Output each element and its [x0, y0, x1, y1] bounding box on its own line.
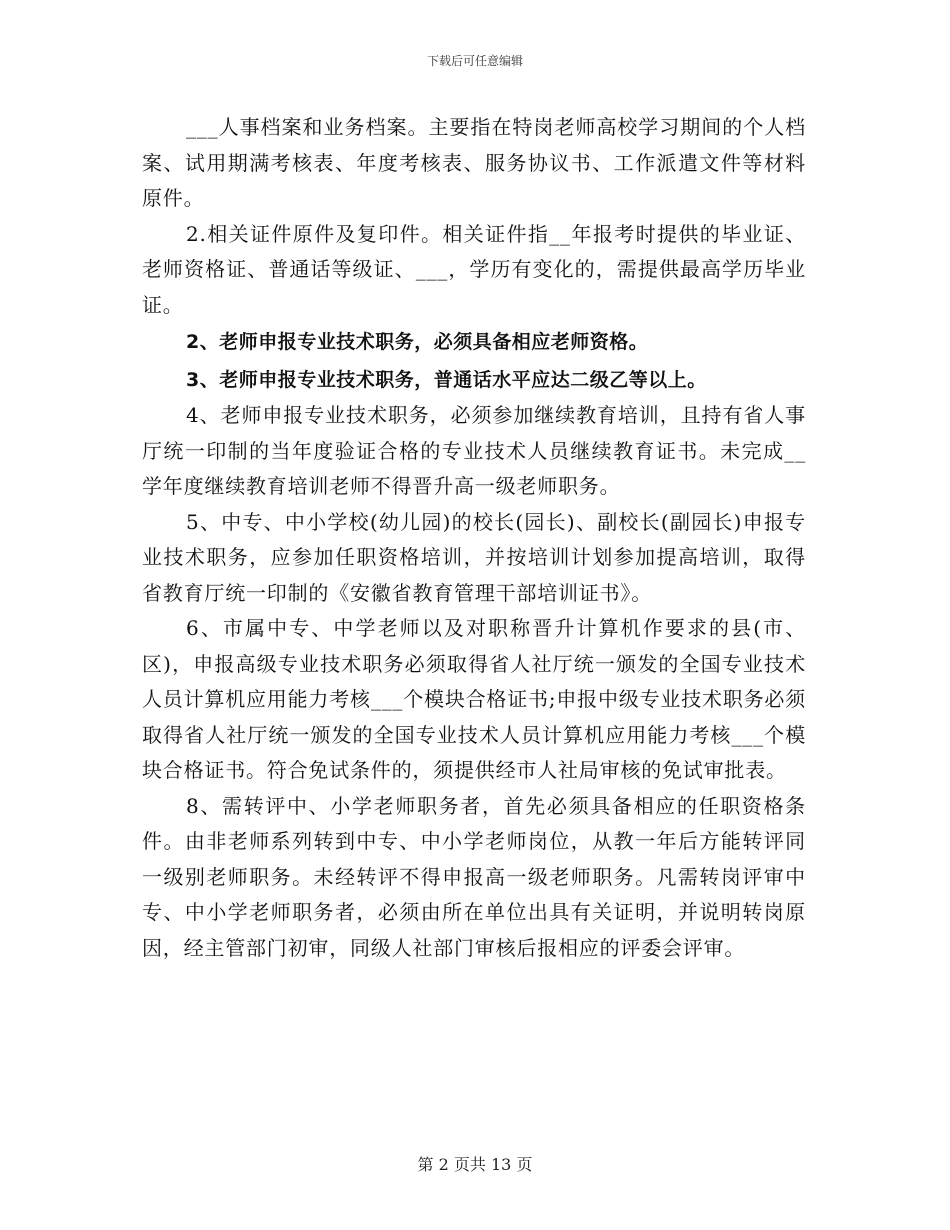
paragraph-transfer-evaluation: 8、需转评中、小学老师职务者，首先必须具备相应的任职资格条件。由非老师系列转到中专、中小学老师岗位，从教一年后方能转评同一级别老师职务。未经转评不得申报高一级老师职务。凡需转岗评审中专、中小学老师职务者，必须由所在单位出具有关证明，并说明转岗原因，经主管部门初审，同级人社部门审核后报相应的评委会评审。 — [142, 793, 806, 960]
paragraph-continuing-education: 4、老师申报专业技术职务，必须参加继续教育培训，且持有省人事厅统一印制的当年度验证合格的专业技术人员继续教育证书。未完成__学年度继续教育培训老师不得晋升高一级老师职务。 — [142, 403, 806, 498]
paragraph-certificates: 2.相关证件原件及复印件。相关证件指__年报考时提供的毕业证、老师资格证、普通话等级证、___，学历有变化的，需提供最高学历毕业证。 — [142, 221, 806, 317]
paragraph-computer-certificate: 6、市属中专、中学老师以及对职称晋升计算机作要求的县(市、区)，申报高级专业技术职务必须取得省人社厅统一颁发的全国专业技术人员计算机应用能力考核___个模块合格证书;申报中级专业技术职务必须取得省人社厅统一颁发的全国专业技术人员计算机应用能力考核___个模块合格证书。符合免试条件的，须提供经市人社局审核的免试审批表。 — [142, 616, 806, 782]
paragraph-personnel-files: ___人事档案和业务档案。主要指在特岗老师高校学习期间的个人档案、试用期满考核表、年度考核表、服务协议书、工作派遣文件等材料原件。 — [142, 115, 806, 210]
page-header: 下载后可任意编辑 — [426, 54, 523, 68]
paragraph-teacher-qualification: 2、老师申报专业技术职务，必须具备相应老师资格。 — [186, 331, 649, 353]
paragraph-mandarin-level: 3、老师申报专业技术职务，普通话水平应达二级乙等以上。 — [186, 368, 707, 391]
document-body — [142, 110, 806, 966]
paragraph-principal-training: 5、中专、中小学校(幼儿园)的校长(园长)、副校长(副园长)申报专业技术职务，应参加任职资格培训，并按培训计划参加提高培训，取得省教育厅统一印制的《安徽省教育管理干部培训证书》。 — [142, 509, 806, 605]
page-number-footer: 第 2 页共 13 页 — [417, 1155, 533, 1174]
